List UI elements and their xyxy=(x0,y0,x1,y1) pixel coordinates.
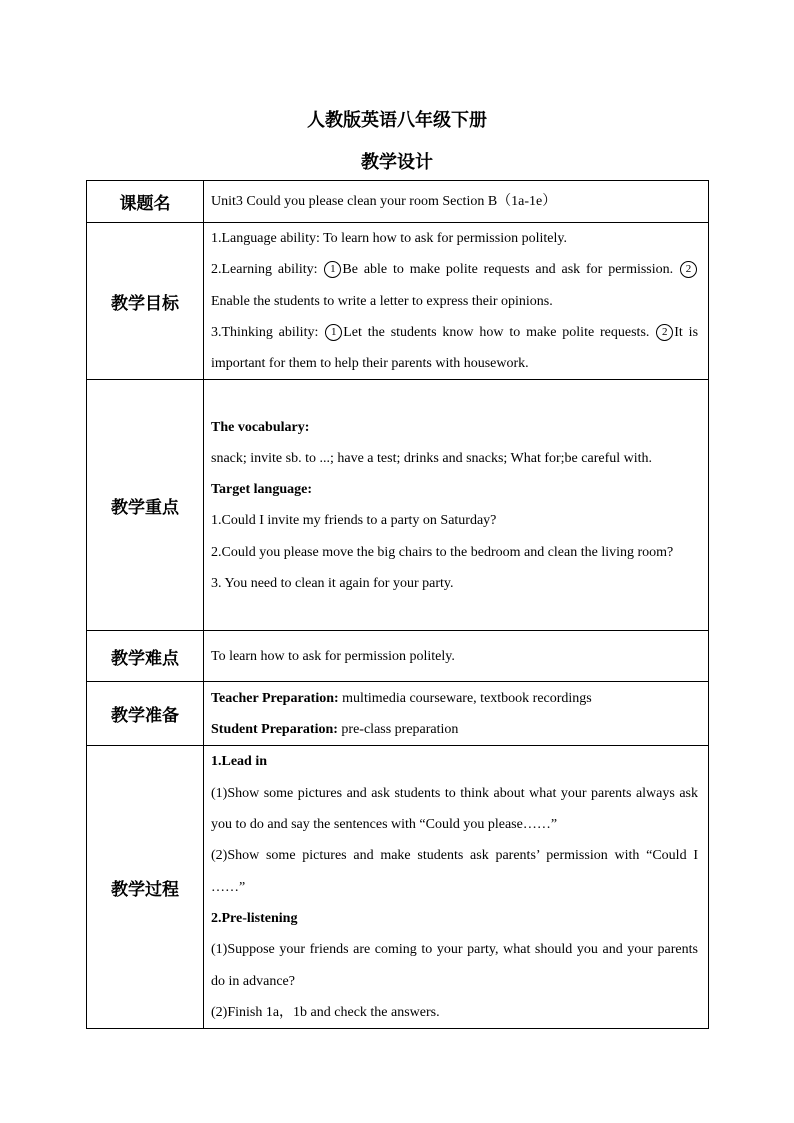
key-points-row xyxy=(87,380,709,631)
pre-listening-step-1: (1)Suppose your friends are coming to your party, what should you and your parents do in advance? xyxy=(211,942,698,989)
difficulty-row xyxy=(87,631,709,682)
pre-listening-heading: 2.Pre-listening xyxy=(211,910,298,926)
objective-learning-part1: Be able to make polite requests and ask for permission. xyxy=(342,262,679,278)
topic-label: 课题名 xyxy=(87,181,204,223)
process-label: 教学过程 xyxy=(87,746,204,1029)
vocabulary-text: snack; invite sb. to ...; have a test; drinks and snacks; What for;be careful with. xyxy=(211,450,653,466)
objective-learning-part2: Enable the students to write a letter to express their opinions. xyxy=(211,293,553,309)
teacher-preparation-label: Teacher Preparation: xyxy=(211,690,339,706)
preparation-row xyxy=(87,682,709,746)
target-sentence-3: 3. You need to clean it again for your party. xyxy=(211,576,454,592)
difficulty-label: 教学难点 xyxy=(87,631,204,682)
key-points-label: 教学重点 xyxy=(87,380,204,631)
student-preparation xyxy=(211,714,698,745)
topic-row xyxy=(87,181,709,223)
difficulty-text: To learn how to ask for permission politely. xyxy=(204,631,709,682)
objective-language: 1.Language ability: To learn how to ask for permission politely. xyxy=(211,231,567,246)
lead-in-step-1: (1)Show some pictures and ask students to think about what your parents always ask you to do and say the sentences with “Could you please……” xyxy=(211,785,698,833)
lesson-plan-table xyxy=(86,180,709,1029)
objectives-content xyxy=(204,223,709,380)
target-language-heading: Target language: xyxy=(211,482,312,498)
vocabulary-heading: The vocabulary: xyxy=(211,419,310,435)
teacher-preparation xyxy=(211,683,698,714)
objective-thinking-part1: Let the students know how to make polite requests. xyxy=(343,324,656,340)
objectives-label: 教学目标 xyxy=(87,223,204,380)
preparation-content xyxy=(204,682,709,746)
topic-value: Unit3 Could you please clean your room Section B（1a-1e） xyxy=(204,181,709,223)
process-content xyxy=(204,746,709,1029)
objective-thinking-part2: It is important for them to help their parents with housework. xyxy=(211,324,699,372)
document-subtitle: 教学设计 xyxy=(361,152,433,173)
pre-listening-step-2: (2)Finish 1a，1b and check the answers. xyxy=(211,1004,440,1020)
circled-number-2: 2 xyxy=(656,324,673,341)
teacher-preparation-text: multimedia courseware, textbook recordings xyxy=(338,690,592,706)
objective-thinking xyxy=(211,317,698,380)
circled-number-2: 2 xyxy=(680,261,697,278)
process-row xyxy=(87,746,709,1029)
document-title: 人教版英语八年级下册 xyxy=(307,110,487,131)
preparation-label: 教学准备 xyxy=(87,682,204,746)
key-points-content xyxy=(204,380,709,631)
lead-in-step-2: (2)Show some pictures and make students ask parents’ permission with “Could I ……” xyxy=(211,848,698,895)
lead-in-heading: 1.Lead in xyxy=(211,754,268,770)
objective-learning xyxy=(211,254,698,317)
circled-number-1: 1 xyxy=(325,324,342,341)
target-sentence-1: 1.Could I invite my friends to a party on Saturday? xyxy=(211,513,497,529)
student-preparation-label: Student Preparation: xyxy=(211,721,338,737)
target-sentence-2: 2.Could you please move the big chairs to the bedroom and clean the living room? xyxy=(211,544,674,560)
circled-number-1: 1 xyxy=(324,261,341,278)
student-preparation-text: pre-class preparation xyxy=(337,721,459,737)
objective-learning-label: 2.Learning ability: xyxy=(211,262,324,278)
objective-thinking-label: 3.Thinking ability: xyxy=(211,324,325,340)
objectives-row xyxy=(87,223,709,380)
